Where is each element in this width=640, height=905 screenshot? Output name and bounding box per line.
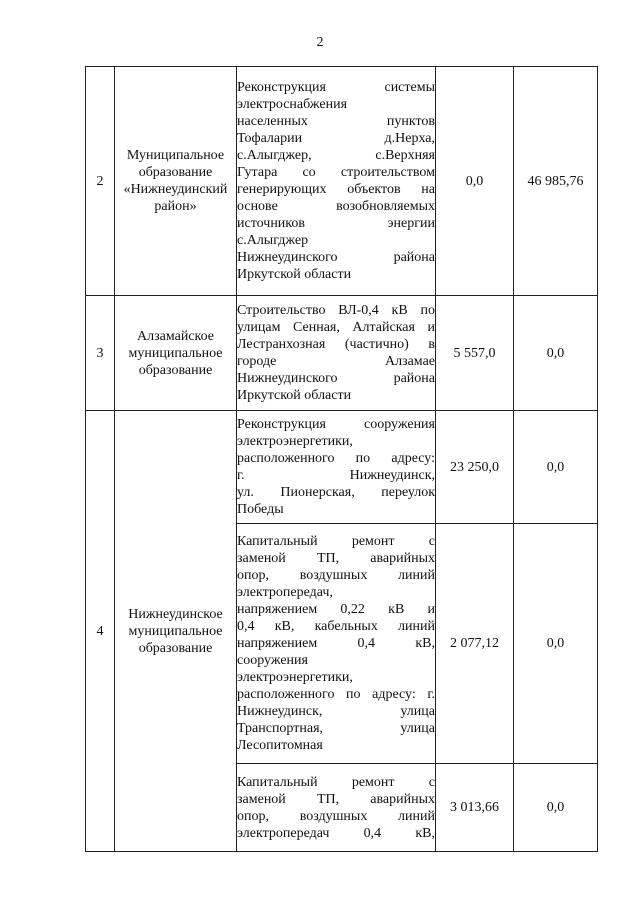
amount-value-2: 46 985,76 — [514, 67, 598, 296]
description-line: основе возобновляемых — [237, 199, 435, 214]
description-line: Гутара со строительством — [237, 165, 435, 180]
amount-value-1: 5 557,0 — [436, 296, 514, 411]
municipality-name: Муниципальное образование «Нижнеудинский район» — [115, 67, 237, 296]
amount-value-2: 0,0 — [514, 411, 598, 524]
description-line: электроэнергетики, — [237, 434, 353, 449]
description-line: Лестранхозная (частично) в — [237, 337, 435, 352]
description-line: с.Алыгджер — [237, 233, 309, 248]
description-line: населенных пунктов — [237, 114, 435, 129]
description-line: Нижнеудинск, улица — [237, 704, 435, 719]
description-line: электропередач, — [237, 585, 333, 600]
projects-table — [85, 66, 598, 852]
description-line: Победы — [237, 502, 284, 517]
project-description — [237, 524, 436, 764]
table-row — [86, 411, 598, 524]
description-line: источников энергии — [237, 216, 435, 231]
description-line: опор, воздушных линий — [237, 808, 435, 824]
description-line: электроснабжения — [237, 97, 348, 112]
project-description — [237, 764, 436, 852]
municipality-name: Нижнеудинское муниципальное образование — [115, 411, 237, 852]
description-line: электропередач 0,4 кВ, — [237, 825, 435, 841]
description-line: напряжением 0,22 кВ и — [237, 602, 435, 617]
amount-value-1: 3 013,66 — [436, 764, 514, 852]
amount-value-2: 0,0 — [514, 764, 598, 852]
project-description — [237, 296, 436, 411]
page-number: 2 — [316, 35, 324, 50]
row-number: 2 — [86, 67, 115, 296]
description-line: электроэнергетики, — [237, 670, 353, 685]
amount-value-2: 0,0 — [514, 524, 598, 764]
description-line: Транспортная, улица — [237, 721, 435, 736]
description-line: Иркутской области — [237, 267, 352, 282]
description-line: расположенного по адресу: г. — [237, 687, 435, 702]
description-line: сооружения — [237, 653, 308, 668]
amount-value-1: 2 077,12 — [436, 524, 514, 764]
description-line: улицам Сенная, Алтайская и — [237, 320, 435, 335]
description-line: городе Алзамае — [237, 354, 435, 369]
description-line: генерирующих объектов на — [237, 182, 435, 197]
description-line: 0,4 кВ, кабельных линий — [237, 619, 435, 634]
municipality-name: Алзамайское муниципальное образование — [115, 296, 237, 411]
table-row — [86, 296, 598, 411]
description-line: Нижнеудинского района — [237, 371, 435, 386]
table-row — [86, 67, 598, 296]
description-line: Нижнеудинского района — [237, 250, 435, 265]
description-line: ул. Пионерская, переулок — [237, 485, 435, 500]
description-line: напряжением 0,4 кВ, — [237, 636, 435, 651]
description-line: г. Нижнеудинск, — [237, 468, 435, 483]
amount-value-1: 23 250,0 — [436, 411, 514, 524]
description-line: с.Алыгджер, с.Верхняя — [237, 148, 435, 163]
description-line: Тофаларии д.Нерха, — [237, 131, 435, 146]
description-line: Строительство ВЛ-0,4 кВ по — [237, 303, 435, 318]
description-line: Иркутской области — [237, 388, 352, 403]
description-line: заменой ТП, аварийных — [237, 791, 435, 807]
project-description — [237, 67, 436, 296]
description-line: Реконструкция сооружения — [237, 417, 435, 432]
description-line: расположенного по адресу: — [237, 451, 435, 466]
row-number: 3 — [86, 296, 115, 411]
description-line: Лесопитомная — [237, 738, 323, 753]
description-line: Капитальный ремонт с — [237, 774, 435, 790]
description-line: Капитальный ремонт с — [237, 534, 435, 549]
description-line: заменой ТП, аварийных — [237, 551, 435, 566]
row-number: 4 — [86, 411, 115, 852]
description-line: опор, воздушных линий — [237, 568, 435, 583]
amount-value-1: 0,0 — [436, 67, 514, 296]
description-line: Реконструкция системы — [237, 80, 435, 95]
project-description — [237, 411, 436, 524]
amount-value-2: 0,0 — [514, 296, 598, 411]
